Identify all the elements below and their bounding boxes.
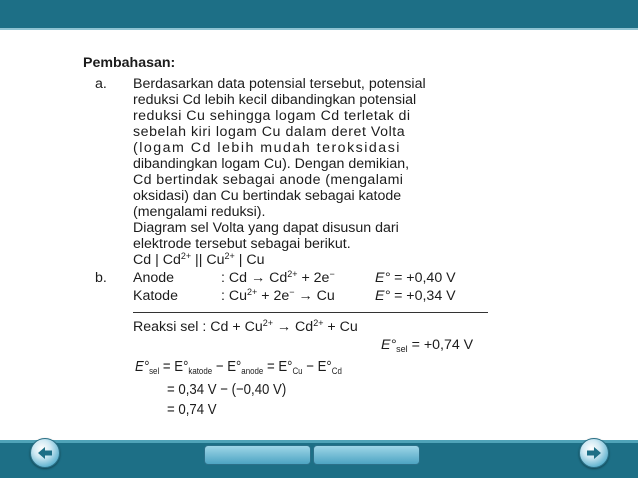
- sum-divider: [133, 312, 488, 313]
- calc-line-2: = 0,34 V − (−0,40 V): [167, 381, 287, 398]
- part-a-line-7: Cd bertindak sebagai anode (mengalami: [133, 172, 404, 188]
- part-a-line-9: (mengalami reduksi).: [133, 204, 266, 220]
- part-a-line-10: Diagram sel Volta yang dapat disusun dari: [133, 220, 399, 236]
- part-a-line-4: sebelah kiri logam Cu dalam deret Volta: [133, 124, 406, 140]
- solution-heading: Pembahasan:: [83, 55, 176, 71]
- katode-reaction: : $Cu^{2+} + 2e^- \to Cu$: [221, 287, 335, 304]
- part-a-marker: a.: [95, 76, 107, 92]
- cell-diagram: Cd | $Cd^{2+}$ || $Cu^{2+}$ | Cu: [133, 251, 265, 268]
- anode-reaction: : $Cd \to Cd^{2+} + 2e^-$: [221, 269, 335, 286]
- cell-reaction: Reaksi sel : $Cd + Cu^{2+} \to Cd^{2+} + Cu$: [133, 318, 358, 335]
- calc-line-3: = 0,74 V: [167, 401, 217, 418]
- part-a-line-1: Berdasarkan data potensial tersebut, potensial: [133, 76, 426, 92]
- part-a-line-6: dibandingkan logam Cu). Dengan demikian,: [133, 156, 410, 172]
- part-b-marker: b.: [95, 270, 107, 286]
- previous-button[interactable]: [30, 438, 60, 468]
- nav-center-button-2[interactable]: [313, 445, 420, 465]
- part-a-line-3: reduksi Cu sehingga logam Cd terletak di: [133, 108, 411, 124]
- right-arrow-icon: [586, 445, 602, 461]
- bottom-bar-accent: [0, 440, 638, 443]
- anode-label: Anode: [133, 270, 175, 286]
- part-a-line-11: elektrode tersebut sebagai berikut.: [133, 236, 351, 252]
- top-bar-accent: [0, 28, 638, 30]
- cell-potential: $E^\circ_{sel} = +0,74$ V: [381, 337, 474, 354]
- part-a-line-2: reduksi Cd lebih kecil dibandingkan potensial: [133, 92, 417, 108]
- left-arrow-icon: [37, 445, 53, 461]
- part-a-line-8: oksidasi) dan Cu bertindak sebagai katode: [133, 188, 402, 204]
- part-a-line-5: (logam Cd lebih mudah teroksidasi: [133, 140, 401, 156]
- katode-potential: E° = +0,34 V: [375, 288, 456, 304]
- calc-line-1: $E^\circ_{sel} = E^\circ_{katode} - E^\circ_{anode} = E^\circ_{Cu} - E^\circ_{Cd}$: [135, 358, 342, 376]
- top-bar: [0, 0, 638, 28]
- nav-center-button-1[interactable]: [204, 445, 311, 465]
- anode-potential: E° = +0,40 V: [375, 270, 456, 286]
- next-button[interactable]: [579, 438, 609, 468]
- katode-label: Katode: [133, 288, 178, 304]
